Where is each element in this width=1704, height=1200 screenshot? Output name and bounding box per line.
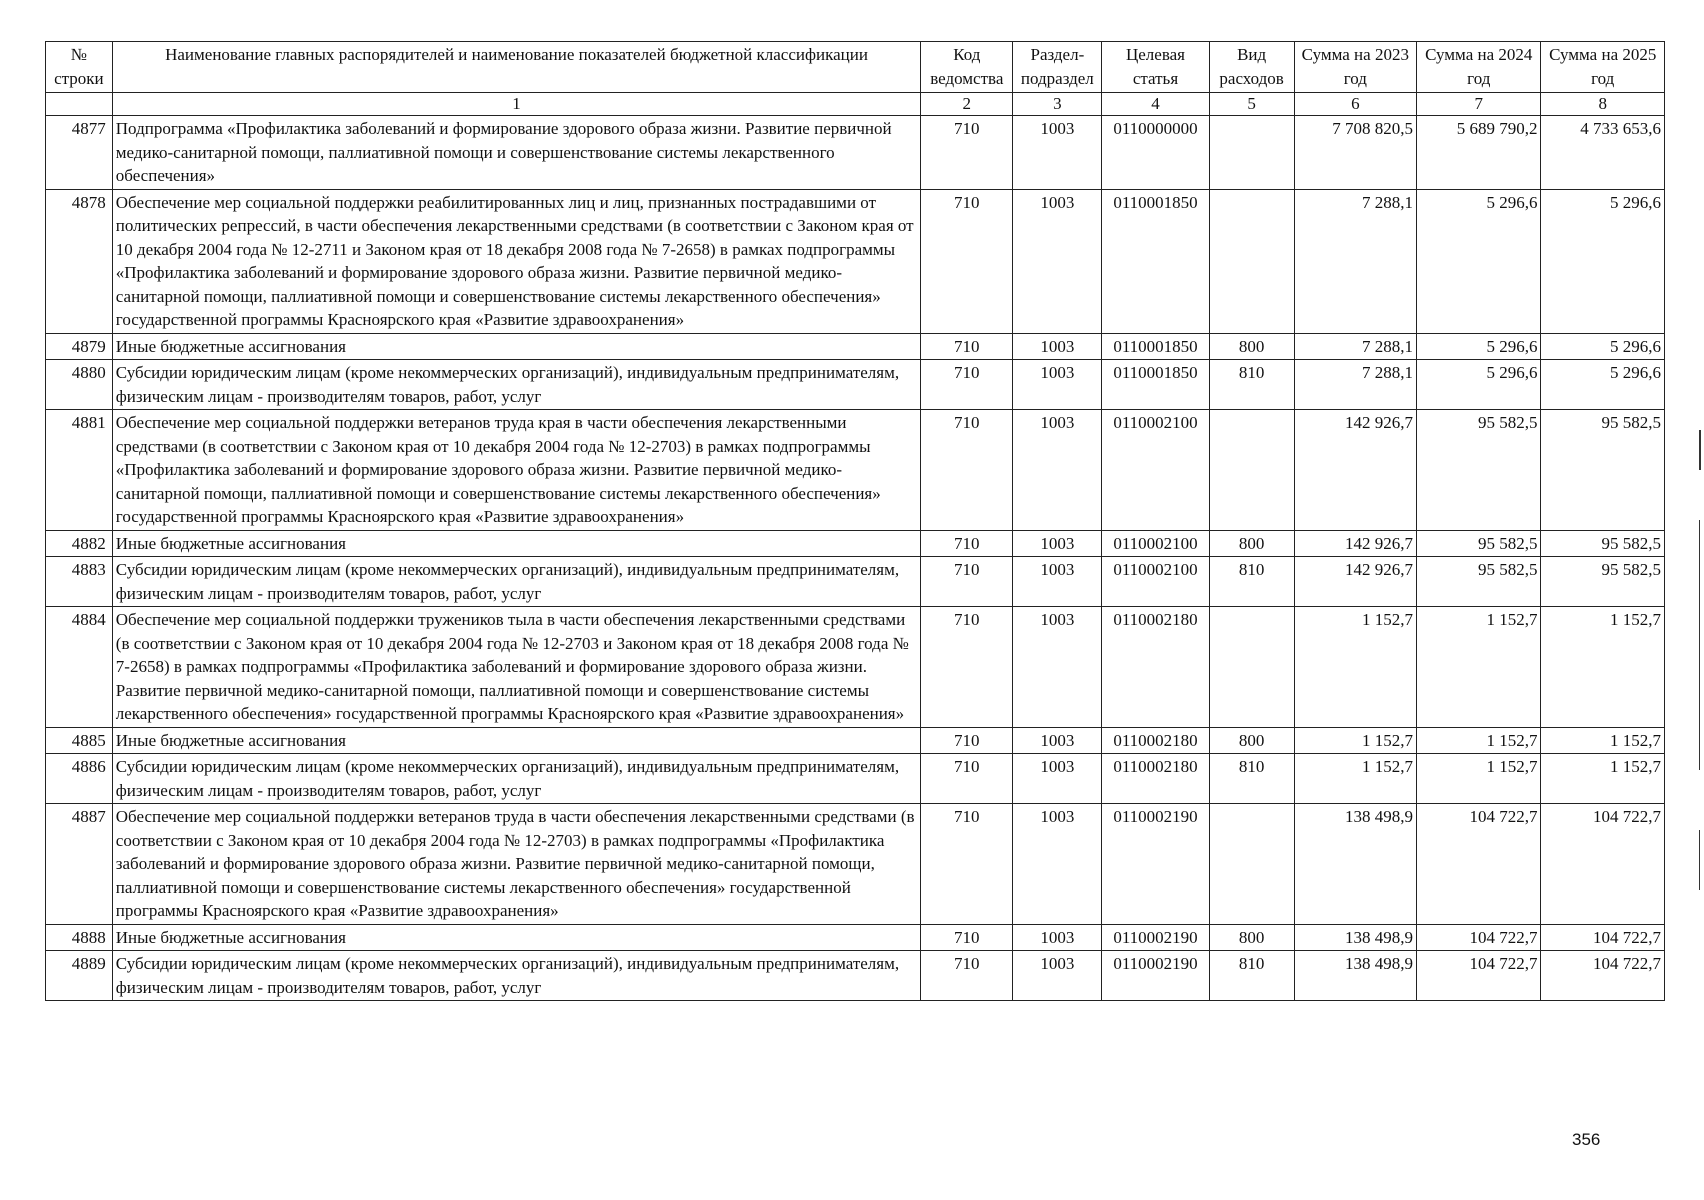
row-sum-2023: 7 708 820,5 (1294, 116, 1416, 190)
table-row (46, 116, 1665, 190)
row-expense-type: 800 (1209, 530, 1294, 557)
row-section: 1003 (1013, 754, 1102, 804)
column-number: 6 (1294, 93, 1416, 116)
row-dept-code: 710 (921, 410, 1013, 531)
row-sum-2023: 138 498,9 (1294, 804, 1416, 925)
row-expense-type (1209, 116, 1294, 190)
row-sum-2024: 1 152,7 (1417, 727, 1541, 754)
row-sum-2023: 138 498,9 (1294, 951, 1416, 1001)
row-sum-2023: 1 152,7 (1294, 727, 1416, 754)
row-section: 1003 (1013, 607, 1102, 728)
row-sum-2024: 5 689 790,2 (1417, 116, 1541, 190)
row-target: 0110002100 (1102, 557, 1209, 607)
row-sum-2023: 138 498,9 (1294, 924, 1416, 951)
row-sum-2024: 5 296,6 (1417, 360, 1541, 410)
scan-edge-mark (1699, 430, 1701, 470)
row-sum-2024: 1 152,7 (1417, 607, 1541, 728)
row-expense-type: 800 (1209, 333, 1294, 360)
row-sum-2023: 7 288,1 (1294, 189, 1416, 333)
row-sum-2023: 7 288,1 (1294, 360, 1416, 410)
header-target: Целевая статья (1102, 42, 1209, 93)
row-target: 0110002180 (1102, 607, 1209, 728)
row-sum-2025: 104 722,7 (1541, 951, 1665, 1001)
row-expense-type: 810 (1209, 754, 1294, 804)
row-sum-2025: 5 296,6 (1541, 360, 1665, 410)
row-dept-code: 710 (921, 924, 1013, 951)
column-number: 1 (112, 93, 920, 116)
row-sum-2025: 104 722,7 (1541, 804, 1665, 925)
table-row (46, 754, 1665, 804)
column-number: 8 (1541, 93, 1665, 116)
row-expense-type: 810 (1209, 951, 1294, 1001)
row-name: Обеспечение мер социальной поддержки ветеранов труда в части обеспечения лекарственными средствами (в соответствии с Законом края от 10 декабря 2004 года № 12-2703) в рамках подпрограммы «Профилактика заболеваний и формирование здорового образа жизни. Развитие первичной медико-санитарной помощи, паллиативной помощи и совершенствование системы лекарственного обеспечения» государственной программы Красноярского края «Развитие здравоохранения» (112, 804, 920, 925)
header-sum-2025: Сумма на 2025 год (1541, 42, 1665, 93)
row-sum-2024: 1 152,7 (1417, 754, 1541, 804)
row-dept-code: 710 (921, 804, 1013, 925)
row-target: 0110001850 (1102, 333, 1209, 360)
row-sum-2024: 95 582,5 (1417, 557, 1541, 607)
row-expense-type: 810 (1209, 557, 1294, 607)
row-name: Иные бюджетные ассигнования (112, 727, 920, 754)
table-row (46, 951, 1665, 1001)
row-number: 4887 (46, 804, 113, 925)
row-expense-type (1209, 189, 1294, 333)
row-section: 1003 (1013, 410, 1102, 531)
row-section: 1003 (1013, 189, 1102, 333)
header-section: Раздел-подраздел (1013, 42, 1102, 93)
row-number: 4880 (46, 360, 113, 410)
table-row (46, 557, 1665, 607)
row-section: 1003 (1013, 360, 1102, 410)
row-number: 4885 (46, 727, 113, 754)
header-sum-2023: Сумма на 2023 год (1294, 42, 1416, 93)
row-target: 0110002180 (1102, 727, 1209, 754)
row-number: 4877 (46, 116, 113, 190)
row-dept-code: 710 (921, 116, 1013, 190)
row-dept-code: 710 (921, 951, 1013, 1001)
row-name: Субсидии юридическим лицам (кроме некоммерческих организаций), индивидуальным предпринимателям, физическим лицам - производителям товаров, работ, услуг (112, 557, 920, 607)
row-name: Субсидии юридическим лицам (кроме некоммерческих организаций), индивидуальным предпринимателям, физическим лицам - производителям товаров, работ, услуг (112, 754, 920, 804)
row-number: 4882 (46, 530, 113, 557)
column-number: 4 (1102, 93, 1209, 116)
row-dept-code: 710 (921, 557, 1013, 607)
row-number: 4889 (46, 951, 113, 1001)
table-row (46, 333, 1665, 360)
header-dept-code: Код ведомства (921, 42, 1013, 93)
page-number: 356 (1572, 1130, 1601, 1149)
row-name: Иные бюджетные ассигнования (112, 333, 920, 360)
table-row (46, 607, 1665, 728)
row-section: 1003 (1013, 557, 1102, 607)
header-sum-2024: Сумма на 2024 год (1417, 42, 1541, 93)
row-expense-type: 800 (1209, 924, 1294, 951)
table-row (46, 727, 1665, 754)
row-target: 0110002100 (1102, 530, 1209, 557)
row-target: 0110002100 (1102, 410, 1209, 531)
header-row-no: № строки (46, 42, 113, 93)
row-name: Субсидии юридическим лицам (кроме некоммерческих организаций), индивидуальным предпринимателям, физическим лицам - производителям товаров, работ, услуг (112, 360, 920, 410)
row-sum-2023: 1 152,7 (1294, 754, 1416, 804)
budget-table (45, 41, 1665, 1001)
row-number: 4888 (46, 924, 113, 951)
header-row (46, 42, 1665, 93)
scan-edge-mark (1699, 520, 1700, 770)
row-expense-type: 810 (1209, 360, 1294, 410)
row-target: 0110002180 (1102, 754, 1209, 804)
row-section: 1003 (1013, 727, 1102, 754)
row-sum-2025: 95 582,5 (1541, 530, 1665, 557)
row-sum-2025: 104 722,7 (1541, 924, 1665, 951)
row-sum-2025: 4 733 653,6 (1541, 116, 1665, 190)
row-target: 0110002190 (1102, 951, 1209, 1001)
row-sum-2024: 104 722,7 (1417, 804, 1541, 925)
row-sum-2025: 5 296,6 (1541, 333, 1665, 360)
column-number: 2 (921, 93, 1013, 116)
column-number: 3 (1013, 93, 1102, 116)
row-name: Иные бюджетные ассигнования (112, 530, 920, 557)
row-target: 0110001850 (1102, 360, 1209, 410)
row-number: 4886 (46, 754, 113, 804)
table-row (46, 924, 1665, 951)
row-sum-2024: 95 582,5 (1417, 410, 1541, 531)
row-section: 1003 (1013, 924, 1102, 951)
row-expense-type (1209, 410, 1294, 531)
table-body (46, 116, 1665, 1001)
row-dept-code: 710 (921, 189, 1013, 333)
row-number: 4878 (46, 189, 113, 333)
row-dept-code: 710 (921, 333, 1013, 360)
row-dept-code: 710 (921, 360, 1013, 410)
row-target: 0110002190 (1102, 924, 1209, 951)
row-section: 1003 (1013, 804, 1102, 925)
row-dept-code: 710 (921, 727, 1013, 754)
row-name: Подпрограмма «Профилактика заболеваний и формирование здорового образа жизни. Развитие первичной медико-санитарной помощи, паллиативной помощи и совершенствование системы лекарственного обеспечения» (112, 116, 920, 190)
row-sum-2025: 95 582,5 (1541, 557, 1665, 607)
row-name: Иные бюджетные ассигнования (112, 924, 920, 951)
row-expense-type (1209, 607, 1294, 728)
table-row (46, 410, 1665, 531)
row-sum-2024: 104 722,7 (1417, 924, 1541, 951)
row-sum-2024: 104 722,7 (1417, 951, 1541, 1001)
row-number: 4879 (46, 333, 113, 360)
row-section: 1003 (1013, 530, 1102, 557)
row-name: Обеспечение мер социальной поддержки тружеников тыла в части обеспечения лекарственными средствами (в соответствии с Законом края от 10 декабря 2004 года № 12-2703 и Законом края от 18 декабря 2008 года № 7-2658) в рамках подпрограммы «Профилактика заболеваний и формирование здорового образа жизни. Развитие первичной медико-санитарной помощи, паллиативной помощи и совершенствование системы лекарственного обеспечения» государственной программы Красноярского края «Развитие здравоохранения» (112, 607, 920, 728)
row-sum-2024: 5 296,6 (1417, 333, 1541, 360)
header-expense-type: Вид расходов (1209, 42, 1294, 93)
row-target: 0110002190 (1102, 804, 1209, 925)
row-name: Субсидии юридическим лицам (кроме некоммерческих организаций), индивидуальным предпринимателям, физическим лицам - производителям товаров, работ, услуг (112, 951, 920, 1001)
header-name: Наименование главных распорядителей и наименование показателей бюджетной классификации (112, 42, 920, 93)
row-name: Обеспечение мер социальной поддержки реабилитированных лиц и лиц, признанных пострадавшими от политических репрессий, в части обеспечения лекарственными средствами (в соответствии с Законом края от 10 декабря 2004 года № 12-2711 и Законом края от 18 декабря 2008 года № 7-2658) в рамках подпрограммы «Профилактика заболеваний и формирование здорового образа жизни. Развитие первичной медико-санитарной помощи, паллиативной помощи и совершенствование системы лекарственного обеспечения» государственной программы Красноярского края «Развитие здравоохранения» (112, 189, 920, 333)
scan-edge-mark (1699, 830, 1700, 890)
row-section: 1003 (1013, 116, 1102, 190)
row-sum-2025: 5 296,6 (1541, 189, 1665, 333)
table-row (46, 804, 1665, 925)
row-dept-code: 710 (921, 754, 1013, 804)
row-sum-2025: 1 152,7 (1541, 607, 1665, 728)
row-number: 4884 (46, 607, 113, 728)
row-section: 1003 (1013, 333, 1102, 360)
row-expense-type: 800 (1209, 727, 1294, 754)
column-number: 7 (1417, 93, 1541, 116)
row-dept-code: 710 (921, 607, 1013, 728)
row-number: 4883 (46, 557, 113, 607)
row-sum-2023: 142 926,7 (1294, 557, 1416, 607)
row-name: Обеспечение мер социальной поддержки ветеранов труда края в части обеспечения лекарственными средствами (в соответствии с Законом края от 10 декабря 2004 года № 12-2703) в рамках подпрограммы «Профилактика заболеваний и формирование здорового образа жизни. Развитие первичной медико-санитарной помощи, паллиативной помощи и совершенствование системы лекарственного обеспечения» государственной программы Красноярского края «Развитие здравоохранения» (112, 410, 920, 531)
column-number (46, 93, 113, 116)
table-row (46, 360, 1665, 410)
row-sum-2023: 7 288,1 (1294, 333, 1416, 360)
row-sum-2025: 1 152,7 (1541, 727, 1665, 754)
table-row (46, 530, 1665, 557)
row-sum-2025: 95 582,5 (1541, 410, 1665, 531)
table-row (46, 189, 1665, 333)
row-sum-2024: 95 582,5 (1417, 530, 1541, 557)
row-sum-2023: 142 926,7 (1294, 530, 1416, 557)
row-section: 1003 (1013, 951, 1102, 1001)
row-number: 4881 (46, 410, 113, 531)
row-sum-2023: 142 926,7 (1294, 410, 1416, 531)
row-sum-2024: 5 296,6 (1417, 189, 1541, 333)
row-sum-2025: 1 152,7 (1541, 754, 1665, 804)
row-dept-code: 710 (921, 530, 1013, 557)
row-target: 0110001850 (1102, 189, 1209, 333)
row-target: 0110000000 (1102, 116, 1209, 190)
column-number: 5 (1209, 93, 1294, 116)
row-expense-type (1209, 804, 1294, 925)
column-number-row (46, 93, 1665, 116)
row-sum-2023: 1 152,7 (1294, 607, 1416, 728)
